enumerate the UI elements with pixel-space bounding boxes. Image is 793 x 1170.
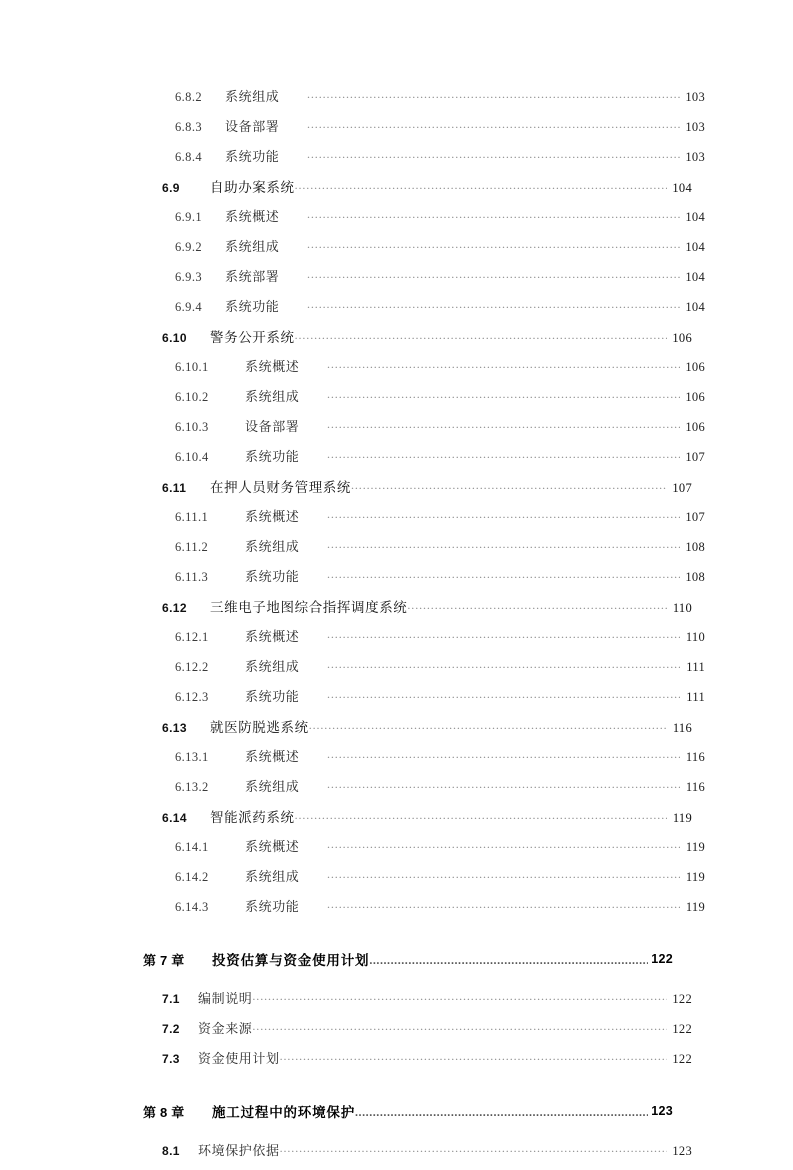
toc-entry-page-number: 119	[672, 811, 692, 825]
toc-entry-title: 系统部署	[225, 269, 280, 284]
toc-subsection-row[interactable]	[143, 86, 705, 116]
toc-entry-title: 系统概述	[245, 749, 300, 764]
toc-subsection-row[interactable]	[143, 626, 705, 656]
toc-leader-dots	[355, 1104, 648, 1118]
toc-entry-page-number: 122	[672, 1022, 692, 1036]
toc-entry-page-number: 108	[685, 540, 705, 554]
toc-entry-title: 在押人员财务管理系统	[210, 480, 351, 495]
toc-subsection-row[interactable]	[143, 206, 705, 236]
toc-entry-number: 6.14.1	[175, 840, 209, 854]
toc-entry-page-number: 106	[685, 420, 705, 434]
toc-chapter-row[interactable]	[143, 1091, 673, 1131]
toc-leader-dots	[327, 357, 680, 371]
toc-entry-page-number: 123	[651, 1104, 673, 1118]
toc-entry-page-number: 122	[672, 1052, 692, 1066]
toc-leader-dots	[327, 897, 680, 911]
toc-leader-dots	[327, 747, 680, 761]
toc-entry-title: 就医防脱逃系统	[210, 720, 309, 735]
toc-entry-number: 6.8.3	[175, 120, 202, 134]
toc-leader-dots	[327, 387, 680, 401]
toc-subsection-row[interactable]	[143, 836, 705, 866]
toc-entry-page-number: 104	[672, 181, 692, 195]
toc-entry-number: 6.8.4	[175, 150, 202, 164]
toc-entry-title: 系统概述	[245, 839, 300, 854]
toc-subsection-row[interactable]	[143, 296, 705, 326]
toc-entry-page-number: 123	[672, 1144, 692, 1158]
toc-entry-number: 第 8 章	[143, 1104, 185, 1120]
toc-leader-dots	[295, 328, 667, 342]
toc-entry-page-number: 110	[685, 630, 705, 644]
toc-subsection-row[interactable]	[143, 506, 705, 536]
toc-entry-title: 投资估算与资金使用计划	[212, 953, 370, 968]
toc-entry-page-number: 122	[651, 952, 673, 966]
toc-entry-page-number: 107	[672, 481, 692, 495]
toc-leader-dots	[327, 657, 680, 671]
toc-leader-dots	[309, 718, 667, 732]
toc-entry-number: 6.11.3	[175, 570, 209, 584]
toc-entry-number: 6.10	[162, 331, 187, 345]
toc-entry-page-number: 104	[685, 300, 705, 314]
toc-entry-number: 6.9.3	[175, 270, 202, 284]
toc-section-row[interactable]	[143, 1018, 692, 1048]
toc-leader-dots	[307, 237, 680, 251]
toc-entry-page-number: 104	[685, 240, 705, 254]
toc-section-row[interactable]	[143, 806, 692, 836]
toc-leader-dots	[327, 417, 680, 431]
toc-entry-page-number: 116	[685, 780, 705, 794]
toc-entry-title: 资金使用计划	[198, 1051, 280, 1066]
toc-subsection-row[interactable]	[143, 656, 705, 686]
toc-subsection-row[interactable]	[143, 356, 705, 386]
toc-entry-title: 警务公开系统	[210, 330, 295, 345]
toc-entry-number: 6.10.3	[175, 420, 209, 434]
toc-subsection-row[interactable]	[143, 116, 705, 146]
toc-entry-number: 6.14	[162, 811, 187, 825]
toc-leader-dots	[327, 867, 680, 881]
toc-section-row[interactable]	[143, 476, 692, 506]
toc-entry-page-number: 122	[672, 992, 692, 1006]
toc-subsection-row[interactable]	[143, 896, 705, 926]
toc-entry-page-number: 111	[686, 660, 705, 674]
toc-subsection-row[interactable]	[143, 776, 705, 806]
toc-entry-page-number: 119	[685, 840, 705, 854]
toc-entry-number: 6.13.2	[175, 780, 209, 794]
toc-entry-number: 6.12	[162, 601, 187, 615]
toc-entry-page-number: 103	[685, 150, 705, 164]
toc-leader-dots	[407, 598, 667, 612]
toc-subsection-row[interactable]	[143, 416, 705, 446]
toc-section-row[interactable]	[143, 1048, 692, 1078]
toc-entry-title: 系统组成	[225, 239, 280, 254]
toc-entry-title: 编制说明	[198, 991, 253, 1006]
toc-entry-title: 三维电子地图综合指挥调度系统	[210, 600, 408, 615]
toc-entry-title: 系统组成	[245, 779, 300, 794]
toc-entry-title: 自助办案系统	[210, 180, 295, 195]
toc-entry-page-number: 119	[685, 870, 705, 884]
toc-subsection-row[interactable]	[143, 686, 705, 716]
toc-entry-page-number: 106	[672, 331, 692, 345]
toc-entry-number: 6.11.2	[175, 540, 209, 554]
toc-entry-number: 6.9.1	[175, 210, 202, 224]
toc-entry-number: 6.9.4	[175, 300, 202, 314]
toc-leader-dots	[307, 147, 680, 161]
toc-entry-number: 6.11.1	[175, 510, 209, 524]
toc-entry-title: 系统组成	[245, 389, 300, 404]
toc-entry-number: 6.10.1	[175, 360, 209, 374]
toc-entry-number: 6.13	[162, 721, 187, 735]
toc-entry-number: 6.12.1	[175, 630, 209, 644]
toc-leader-dots	[327, 567, 680, 581]
toc-entry-title: 系统功能	[225, 299, 280, 314]
toc-entry-page-number: 103	[685, 90, 705, 104]
toc-section-row[interactable]	[143, 988, 692, 1018]
toc-entry-title: 系统功能	[245, 569, 300, 584]
toc-entry-title: 系统组成	[245, 539, 300, 554]
toc-entry-title: 系统概述	[245, 629, 300, 644]
toc-chapter-row[interactable]	[143, 939, 673, 979]
toc-entry-number: 6.12.3	[175, 690, 209, 704]
toc-entry-number: 6.12.2	[175, 660, 209, 674]
toc-entry-number: 6.10.2	[175, 390, 209, 404]
toc-leader-dots	[252, 989, 667, 1003]
toc-entry-title: 系统概述	[225, 209, 280, 224]
toc-entry-number: 7.2	[162, 1022, 180, 1036]
toc-entry-title: 系统功能	[245, 449, 300, 464]
toc-entry-page-number: 104	[685, 270, 705, 284]
toc-entry-number: 8.1	[162, 1144, 180, 1158]
toc-entry-number: 6.10.4	[175, 450, 209, 464]
toc-entry-title: 设备部署	[225, 119, 280, 134]
toc-entry-page-number: 110	[672, 601, 692, 615]
toc-subsection-row[interactable]	[143, 146, 705, 176]
toc-leader-dots	[327, 777, 680, 791]
toc-leader-dots	[280, 1141, 667, 1155]
toc-entry-number: 6.11	[162, 481, 187, 495]
toc-leader-dots	[280, 1049, 667, 1063]
toc-entry-number: 7.3	[162, 1052, 180, 1066]
toc-section-row[interactable]	[143, 1140, 692, 1170]
toc-section-row[interactable]	[143, 326, 692, 356]
toc-entry-page-number: 104	[685, 210, 705, 224]
toc-entry-number: 7.1	[162, 992, 180, 1006]
toc-entry-page-number: 108	[685, 570, 705, 584]
toc-entry-number: 6.14.2	[175, 870, 209, 884]
toc-entry-title: 系统功能	[245, 899, 300, 914]
toc-leader-dots	[327, 687, 680, 701]
toc-entry-number: 6.9	[162, 181, 180, 195]
toc-leader-dots	[369, 952, 648, 966]
toc-leader-dots	[295, 178, 667, 192]
toc-leader-dots	[307, 117, 680, 131]
toc-section-row[interactable]	[143, 596, 692, 626]
toc-leader-dots	[327, 627, 680, 641]
toc-subsection-row[interactable]	[143, 266, 705, 296]
toc-subsection-row[interactable]	[143, 446, 705, 476]
toc-entry-title: 系统组成	[245, 659, 300, 674]
toc-subsection-row[interactable]	[143, 236, 705, 266]
toc-leader-dots	[307, 87, 680, 101]
toc-entry-title: 设备部署	[245, 419, 300, 434]
toc-entry-title: 系统组成	[245, 869, 300, 884]
toc-entry-number: 6.9.2	[175, 240, 202, 254]
toc-entry-page-number: 116	[672, 721, 692, 735]
toc-leader-dots	[307, 297, 680, 311]
toc-entry-number: 6.8.2	[175, 90, 202, 104]
toc-entry-page-number: 107	[685, 450, 705, 464]
toc-entry-page-number: 106	[685, 360, 705, 374]
toc-leader-dots	[327, 507, 680, 521]
toc-subsection-row[interactable]	[143, 386, 705, 416]
toc-entry-number: 6.13.1	[175, 750, 209, 764]
toc-entry-title: 系统组成	[225, 89, 280, 104]
toc-leader-dots	[307, 267, 680, 281]
toc-entry-title: 系统功能	[245, 689, 300, 704]
toc-entry-title: 系统概述	[245, 509, 300, 524]
toc-leader-dots	[327, 447, 680, 461]
toc-entry-title: 施工过程中的环境保护	[212, 1105, 355, 1120]
toc-entry-page-number: 106	[685, 390, 705, 404]
toc-subsection-row[interactable]	[143, 566, 705, 596]
toc-subsection-row[interactable]	[143, 746, 705, 776]
toc-subsection-row[interactable]	[143, 866, 705, 896]
toc-leader-dots	[327, 537, 680, 551]
toc-entry-number: 第 7 章	[143, 952, 185, 968]
toc-section-row[interactable]	[143, 176, 692, 206]
table-of-contents	[143, 86, 705, 1170]
toc-subsection-row[interactable]	[143, 536, 705, 566]
toc-leader-dots	[252, 1019, 667, 1033]
toc-entry-page-number: 111	[686, 690, 705, 704]
toc-entry-page-number: 103	[685, 120, 705, 134]
toc-entry-page-number: 119	[685, 900, 705, 914]
toc-entry-title: 智能派药系统	[210, 810, 295, 825]
toc-leader-dots	[351, 478, 667, 492]
toc-entry-title: 资金来源	[198, 1021, 253, 1036]
toc-entry-page-number: 116	[685, 750, 705, 764]
toc-entry-title: 环境保护依据	[198, 1143, 280, 1158]
toc-leader-dots	[307, 207, 680, 221]
toc-leader-dots	[327, 837, 680, 851]
toc-leader-dots	[295, 808, 667, 822]
toc-entry-title: 系统功能	[225, 149, 280, 164]
toc-entry-title: 系统概述	[245, 359, 300, 374]
toc-entry-page-number: 107	[685, 510, 705, 524]
toc-entry-number: 6.14.3	[175, 900, 209, 914]
toc-section-row[interactable]	[143, 716, 692, 746]
